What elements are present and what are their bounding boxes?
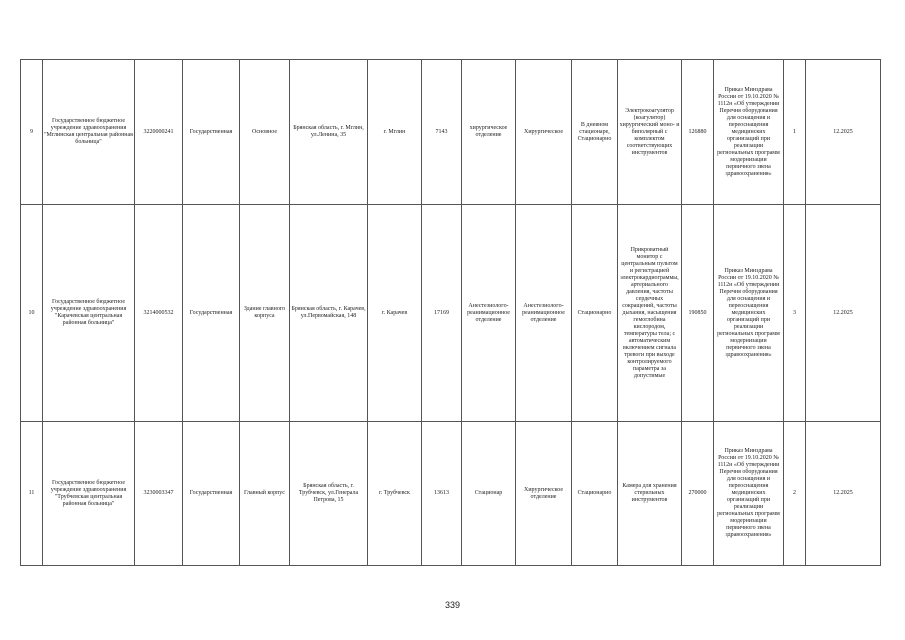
cell-date: 12.2025 (806, 422, 881, 566)
cell-equipment (618, 422, 682, 566)
cell-text: Приказ Минздрава России от 19.10.2020 № 1112н «Об утверждении Перечня оборудования для оснащения и переоснащения медицинских организаций при реализации региональных программ модернизации первичного звена здравоохранения» (717, 267, 780, 358)
cell-text: Приказ Минздрава России от 19.10.2020 № 1112н «Об утверждении Перечня оборудования для оснащения и переоснащения медицинских организаций при реализации региональных программ модернизации первичного звена здравоохранения» (717, 86, 780, 177)
cell-num: 10 (21, 205, 43, 422)
cell-locality: г. Карачев (368, 205, 422, 422)
cell-address: Брянская область, г. Мглин, ул.Ленина, 35 (290, 60, 368, 205)
cell-quantity: 2 (784, 422, 806, 566)
cell-text: Приказ Минздрава России от 19.10.2020 № 1112н «Об утверждении Перечня оборудования для оснащения и переоснащения медицинских организаций при реализации региональных программ модернизации первичного звена здравоохранения» (717, 448, 780, 538)
cell-ownership: Государственная (183, 60, 240, 205)
table-row (21, 422, 881, 566)
cell-profile: Анестезиолого-реанимационное отделение (516, 205, 572, 422)
cell-equipment (618, 205, 682, 422)
table-row (21, 60, 881, 205)
cell-ownership: Государственная (183, 422, 240, 566)
cell-price: 126880 (682, 60, 714, 205)
cell-building: Здание главного корпуса (240, 205, 290, 422)
cell-institution: Государственное бюджетное учреждение здравоохранения "Трубчевская центральная районная больница" (43, 422, 135, 566)
cell-institution: Государственное бюджетное учреждение здравоохранения "Мглинская центральная районная больница" (43, 60, 135, 205)
cell-department: Стационар (462, 422, 516, 566)
cell-equipment (618, 60, 682, 205)
cell-address: Брянская область, г. Карачев, ул.Первомайская, 148 (290, 205, 368, 422)
cell-inn: 3230003347 (135, 422, 183, 566)
cell-inn: 3214000532 (135, 205, 183, 422)
cell-num: 9 (21, 60, 43, 205)
cell-department: Анестезиолого-реанимационное отделение (462, 205, 516, 422)
cell-population: 13613 (422, 422, 462, 566)
cell-address: Брянская область, г. Трубчевск, ул.Генерала Петрова, 15 (290, 422, 368, 566)
cell-population: 7143 (422, 60, 462, 205)
page-number: 339 (444, 600, 461, 610)
cell-price: 190850 (682, 205, 714, 422)
cell-basis (714, 205, 784, 422)
cell-institution: Государственное бюджетное учреждение здравоохранения "Карачевская центральная районная больница" (43, 205, 135, 422)
cell-basis (714, 422, 784, 566)
cell-text: Прикроватный монитор с центральным пультом и регистрацией электрокардиограммы, артериального давления, частоты сердечных сокращений, частоты дыхания, насыщения гемоглобина кислородом, температуры тела; с автоматическим включением сигнала тревоги при выходе контролируемого параметра за допустимые (620, 246, 679, 379)
cell-care-condition: Стационарно (572, 422, 618, 566)
cell-text: Электрокоагулятор (коагулятор) хирургический моно- и биполярный с комплектом соответствующих инструментов (619, 107, 680, 156)
table-body (21, 60, 881, 566)
cell-date: 12.2025 (806, 60, 881, 205)
cell-basis (714, 60, 784, 205)
cell-locality: г. Трубчевск (368, 422, 422, 566)
cell-num: 11 (21, 422, 43, 566)
cell-building: Главный корпус (240, 422, 290, 566)
table-row (21, 205, 881, 422)
cell-ownership: Государственная (183, 205, 240, 422)
cell-inn: 3220000241 (135, 60, 183, 205)
cell-quantity: 1 (784, 60, 806, 205)
cell-department: хирургическое отделение (462, 60, 516, 205)
cell-care-condition: В дневном стационаре, Стационарно (572, 60, 618, 205)
equipment-table (20, 59, 881, 566)
cell-date: 12.2025 (806, 205, 881, 422)
cell-population: 17169 (422, 205, 462, 422)
cell-locality: г. Мглин (368, 60, 422, 205)
cell-quantity: 3 (784, 205, 806, 422)
cell-profile: Хирургическое отделение (516, 422, 572, 566)
cell-profile: Хирургическое (516, 60, 572, 205)
cell-text: Камера для хранения стерильных инструментов (622, 483, 677, 503)
cell-care-condition: Стационарно (572, 205, 618, 422)
cell-building: Основное (240, 60, 290, 205)
cell-price: 270000 (682, 422, 714, 566)
